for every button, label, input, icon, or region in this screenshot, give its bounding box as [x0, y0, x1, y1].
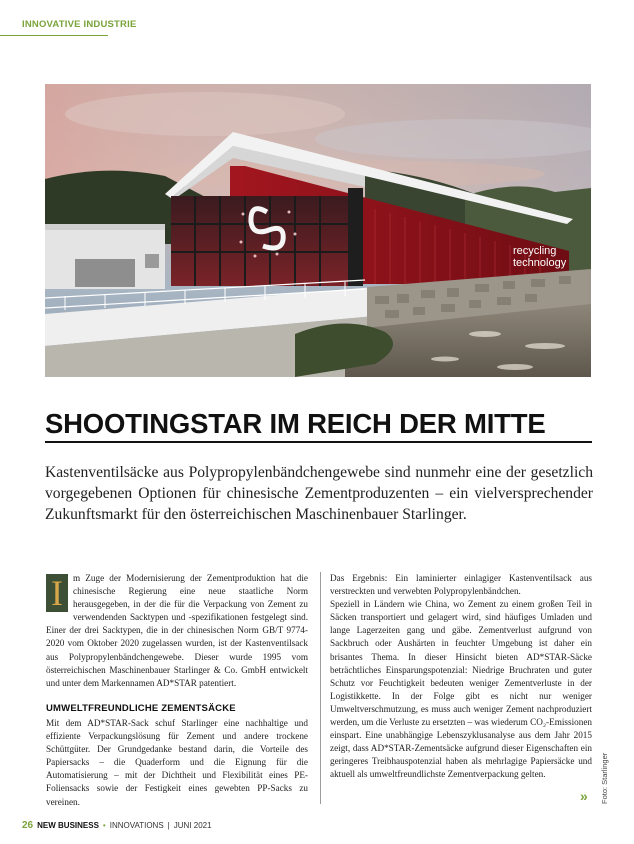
continue-chevrons: » — [580, 788, 588, 804]
lead-paragraph: Kastenventilsäcke aus Polypropylenbändchengewebe sind nunmehr eine der gesetzlich vorgegebenen Optionen für chinesische Zementproduzenten – ein vielversprechender Zukunftsmarkt für den österreichischen Maschinenbauer Starlinger. — [45, 464, 593, 523]
article-photo — [45, 84, 591, 377]
issue-name: INNOVATIONS — [109, 821, 164, 830]
page-footer — [22, 820, 212, 831]
title-underline — [45, 441, 592, 443]
page-number: 26 — [22, 820, 34, 831]
body-paragraph-2: Mit dem AD*STAR-Sack schuf Starlinger eine nachhaltige und effiziente Verpackungslösung für Zement und andere trockene Schüttgüter. Der Grundgedanke bestand darin, die Vorteile des Papiersacks – die Quaderform und die Eignung für die Automatisierung – mit der Dichtheit und Flexibilität eines PE-Foliensacks sowie der Festigkeit eines gewebten PP-Sacks zu vereinen. — [46, 717, 308, 807]
footer-bullet: • — [102, 821, 106, 830]
body-column-right — [330, 572, 592, 782]
article-title: SHOOTINGSTAR IM REICH DER MITTE — [45, 408, 546, 439]
body-paragraph-4: Speziell in Ländern wie China, wo Zement zu einem großen Teil in Säcken transportiert und gelagert wird, sind häufiges Umladen und lange Lagerzeiten gang und gäbe. Zementverlust aufgrund von Sackbruch oder Aushärten in feuchter Umgebung ist daher ein brisantes Thema. In dieser Hinsicht bieten AD*STAR-Säcke beträchtliches Einsparungspotenzial: Niedrige Bruchraten und guter Schutz vor Feuchtigkeit bedeuten weniger Zementverluste in der Logistikkette. In der Folge gibt es nicht nur weniger Umweltverschmutzung, es muss auch weniger Zement nachproduziert werden, um die Verluste zu ersetzten – was wiederum CO₂-Emissionen einspart. Eine unabhängige Lebenszyklusanalyse aus dem Jahr 2015 zeigt, dass AD*STAR-Zementsäcke aufgrund dieser Eigenschaften ein geringeres Treibhauspotenzial haben als mehrlagige Papiersäcke und aktuell als umweltfreundlichste Zementverpackung gelten. — [330, 599, 592, 780]
section-rule — [0, 35, 108, 36]
footer-separator: | — [167, 821, 170, 830]
magazine-name: NEW BUSINESS — [37, 821, 99, 830]
sign-text-technology: technology — [513, 257, 567, 269]
body-paragraph-3: Das Ergebnis: Ein laminierter einlagiger Kastenventilsack aus verstreckten und verwebten Polypropylenbändchen. — [330, 573, 592, 597]
drop-cap: I — [46, 574, 68, 612]
photo-credit: Foto: Starlinger — [600, 752, 609, 804]
subheading: UMWELTFREUNDLICHE ZEMENTSÄCKE — [46, 702, 236, 714]
section-tag: INNOVATIVE INDUSTRIE — [22, 19, 137, 30]
body-paragraph-1 — [46, 572, 308, 690]
paragraph-1-text: m Zuge der Modernisierung der Zementproduktion hat die chinesische Regierung eine neue staatliche Norm herausgegeben, in der die für die Verpackung von Zement zu verwendenden Sacktypen und -spezifikationen festgelegt sind. Einer der drei Sacktypen, die in der chinesischen Norm GB/T 9774-2020 vom Oktober 2020 zugelassen wurden, ist der Kastenventilsack aus Polypropylenbändchengewebe. Dieser wurde 1995 vom österreichischen Maschinenbauer Starlinger & Co. GmbH entwickelt und unter dem Markennamen AD*STAR patentiert. — [46, 573, 308, 688]
sign-text-recycling: recycling — [513, 245, 557, 257]
column-divider — [320, 572, 321, 804]
body-column-left — [46, 572, 308, 809]
issue-date: JUNI 2021 — [173, 821, 212, 830]
